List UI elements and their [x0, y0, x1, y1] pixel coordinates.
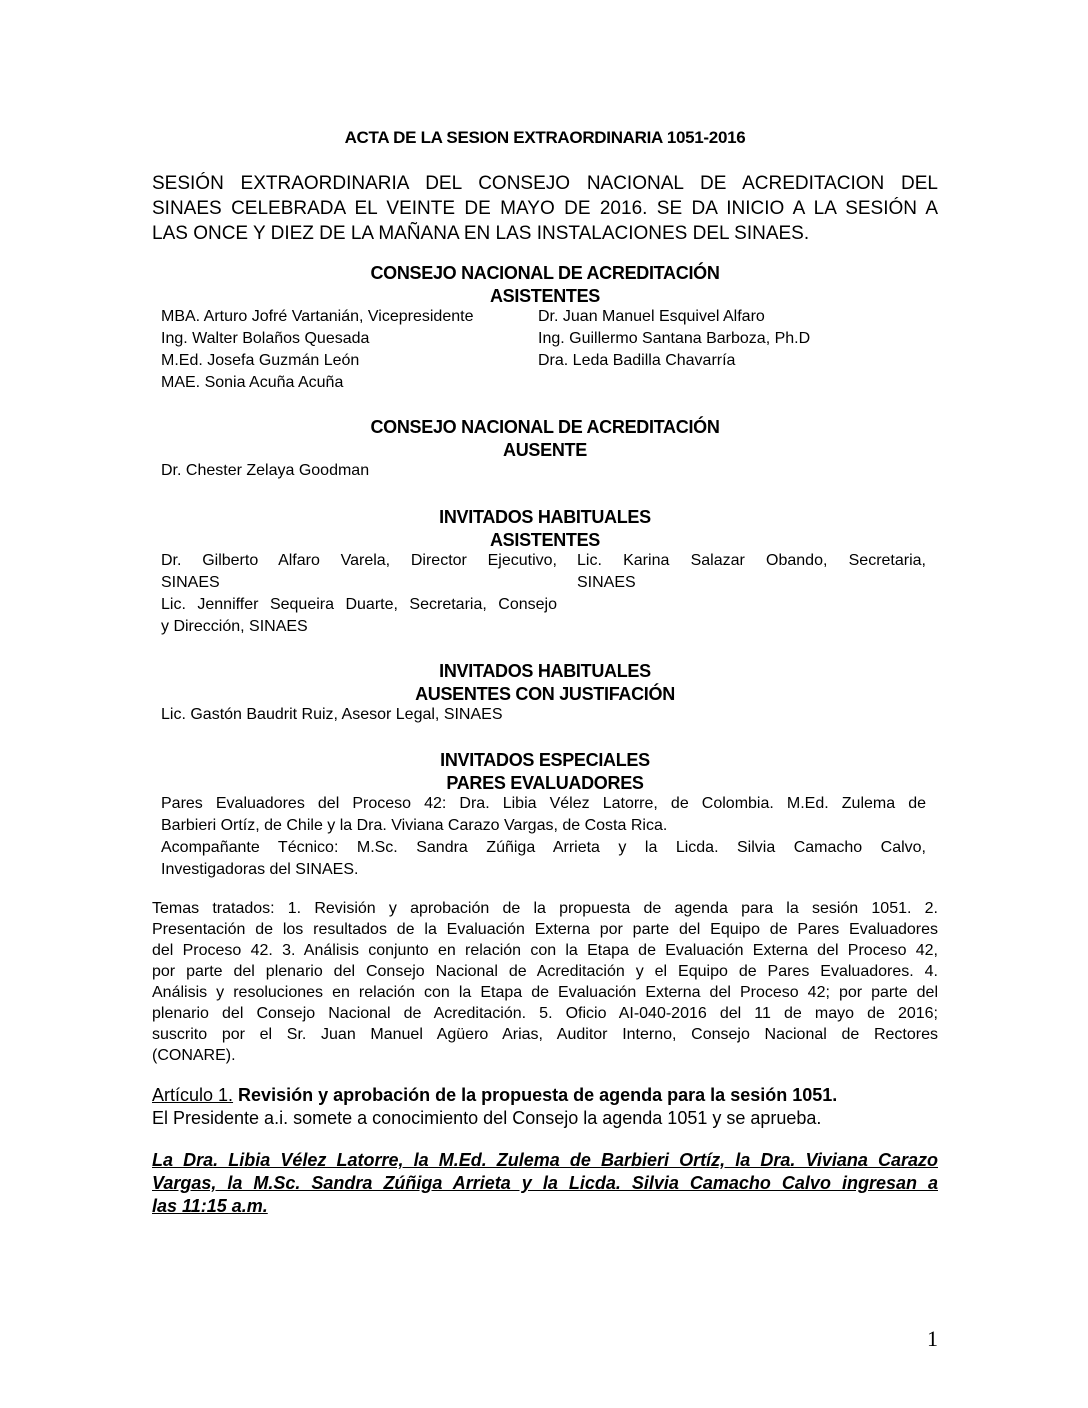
consejo-asistentes-left — [161, 306, 473, 394]
section-heading — [152, 506, 938, 552]
heading-line: INVITADOS HABITUALES — [439, 661, 651, 681]
intro-line: SESIÓN EXTRAORDINARIA DEL CONSEJO NACIONAL DE ACREDITACION DEL — [152, 173, 938, 194]
heading-line: PARES EVALUADORES — [446, 773, 644, 793]
member-name: Dr. Juan Manuel Esquivel Alfaro — [538, 308, 765, 325]
member-name: M.Ed. Josefa Guzmán León — [161, 352, 360, 369]
invitados-asistentes-right — [577, 550, 926, 594]
heading-line: ASISTENTES — [489, 286, 601, 306]
heading-line: AUSENTES CON JUSTIFACIÓN — [415, 684, 675, 704]
heading-line: CONSEJO NACIONAL DE ACREDITACIÓN — [370, 417, 720, 437]
section-heading — [152, 416, 938, 462]
heading-line: AUSENTE — [503, 440, 587, 460]
member-line: Lic. Karina Salazar Obando, Secretaria, — [577, 552, 926, 569]
intro-line: SINAES CELEBRADA EL VEINTE DE MAYO DE 2016. SE DA INICIO A LA SESIÓN A — [152, 198, 938, 219]
heading-line: INVITADOS ESPECIALES — [440, 750, 650, 770]
intro-line: LAS ONCE Y DIEZ DE LA MAÑANA EN LAS INSTALACIONES DEL SINAES. — [152, 223, 810, 244]
member-name: Lic. Gastón Baudrit Ruiz, Asesor Legal, SINAES — [161, 706, 503, 723]
heading-line: CONSEJO NACIONAL DE ACREDITACIÓN — [370, 263, 720, 283]
pares-line: Acompañante Técnico: M.Sc. Sandra Zúñiga Arrieta y la Licda. Silvia Camacho Calvo, — [161, 839, 926, 856]
heading-line: INVITADOS HABITUALES — [439, 507, 651, 527]
member-line: SINAES — [161, 574, 220, 591]
member-line: Dr. Gilberto Alfaro Varela, Director Ejecutivo, — [161, 552, 557, 569]
section-heading — [152, 749, 938, 795]
temas-line: Presentación de los resultados de la Evaluación Externa por parte del Equipo de Pares Evaluadores — [152, 921, 938, 938]
member-line: SINAES — [577, 574, 636, 591]
pares-evaluadores — [161, 793, 926, 881]
articulo-1 — [152, 1084, 938, 1130]
invitados-asistentes-left — [161, 550, 557, 638]
member-name: Dra. Leda Badilla Chavarría — [538, 352, 736, 369]
member-name: Ing. Guillermo Santana Barboza, Ph.D — [538, 330, 811, 347]
member-line: Lic. Jenniffer Sequeira Duarte, Secretaria, Consejo — [161, 596, 557, 613]
temas-line: plenario del Consejo Nacional de Acreditación. 5. Oficio AI-040-2016 del 11 de mayo de 2016; — [152, 1005, 938, 1022]
temas-tratados — [152, 898, 938, 1066]
member-name: MAE. Sonia Acuña Acuña — [161, 374, 344, 391]
ingreso-line: La Dra. Libia Vélez Latorre, la M.Ed. Zulema de Barbieri Ortíz, la Dra. Viviana Carazo — [152, 1150, 938, 1170]
member-name: MBA. Arturo Jofré Vartanián, Vicepresidente — [161, 308, 474, 325]
articulo-heading — [152, 1084, 938, 1107]
ingreso-line: las 11:15 a.m. — [152, 1196, 268, 1216]
temas-line: suscrito por el Sr. Juan Manuel Agüero Arias, Auditor Interno, Consejo Nacional de Rectores — [152, 1026, 938, 1043]
articulo-body: El Presidente a.i. somete a conocimiento del Consejo la agenda 1051 y se aprueba. — [152, 1108, 822, 1128]
member-line: y Dirección, SINAES — [161, 618, 308, 635]
temas-line: por parte del plenario del Consejo Nacional de Acreditación y el Equipo de Pares Evaluadores. 4. — [152, 963, 938, 980]
temas-line: Análisis y resoluciones en relación con la Etapa de Evaluación Externa del Proceso 42; por parte del — [152, 984, 938, 1001]
temas-line: del Proceso 42. 3. Análisis conjunto en relación con la Etapa de Evaluación Externa del Proceso 42, — [152, 942, 938, 959]
heading-line: ASISTENTES — [489, 530, 601, 550]
articulo-label: Artículo 1. — [152, 1085, 234, 1105]
consejo-asistentes-right — [538, 306, 810, 372]
document-title: ACTA DE LA SESION EXTRAORDINARIA 1051-2016 — [344, 128, 746, 147]
temas-line: Temas tratados: 1. Revisión y aprobación de la propuesta de agenda para la sesión 1051. 2. — [152, 900, 938, 917]
member-name: Ing. Walter Bolaños Quesada — [161, 330, 370, 347]
member-name: Dr. Chester Zelaya Goodman — [161, 462, 370, 479]
section-heading — [152, 262, 938, 308]
session-intro — [152, 171, 938, 246]
pares-line: Investigadoras del SINAES. — [161, 861, 359, 878]
articulo-title: Revisión y aprobación de la propuesta de agenda para la sesión 1051. — [233, 1085, 838, 1105]
section-heading — [152, 660, 938, 706]
page-number: 1 — [927, 1326, 938, 1351]
temas-line: (CONARE). — [152, 1047, 236, 1064]
ingreso-line: Vargas, la M.Sc. Sandra Zúñiga Arrieta y la Licda. Silvia Camacho Calvo ingresan a — [152, 1173, 938, 1193]
pares-line: Pares Evaluadores del Proceso 42: Dra. Libia Vélez Latorre, de Colombia. M.Ed. Zulema de — [161, 795, 926, 812]
pares-line: Barbieri Ortíz, de Chile y la Dra. Viviana Carazo Vargas, de Costa Rica. — [161, 817, 668, 834]
ingreso-note — [152, 1149, 938, 1218]
